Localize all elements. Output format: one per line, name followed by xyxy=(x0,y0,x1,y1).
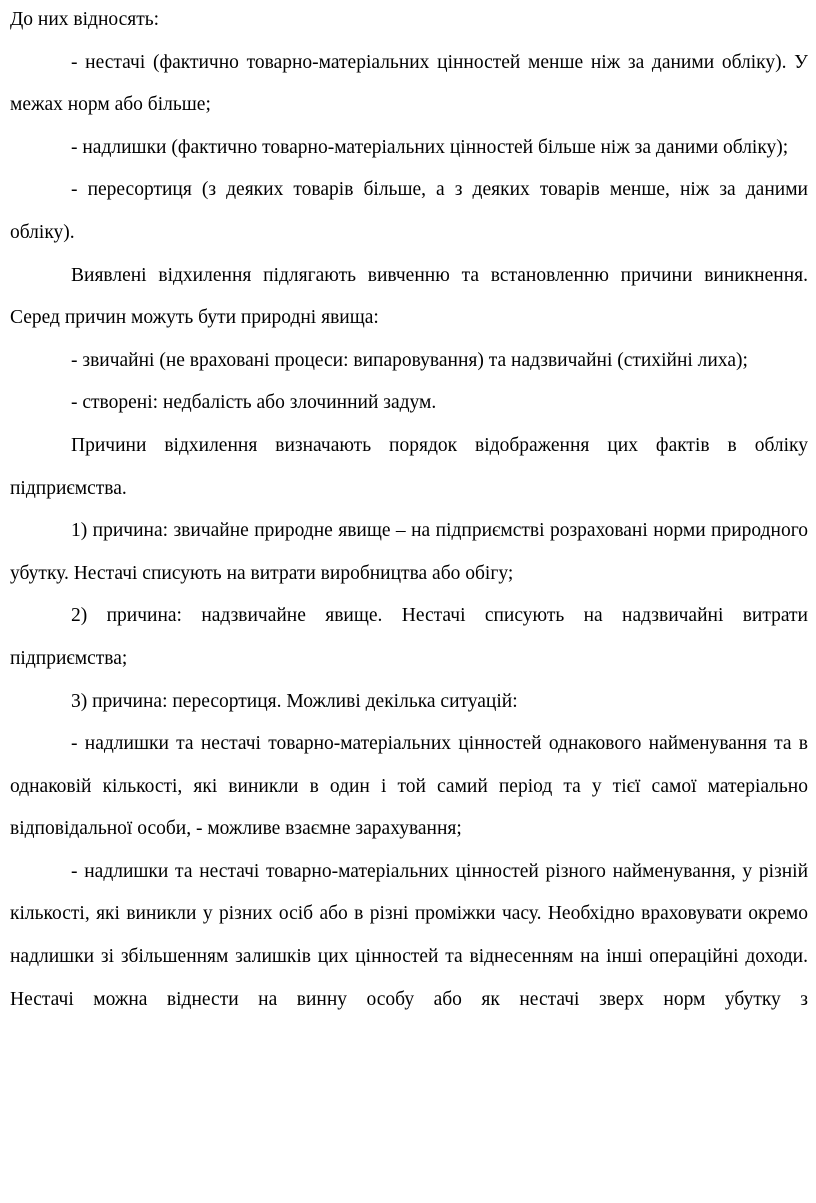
document-page xyxy=(10,0,808,1021)
paragraph-created: - створені: недбалість або злочинний задум. xyxy=(71,392,437,414)
paragraph-surpluses: - надлишки (фактично товарно-матеріальних цінностей більше ніж за даними обліку); xyxy=(71,136,789,158)
paragraph-shortages: - нестачі (фактично товарно-матеріальних цінностей менше ніж за даними обліку). У межах норм або більше; xyxy=(10,51,808,116)
paragraph-reason-2: 2) причина: надзвичайне явище. Нестачі списують на надзвичайні витрати підприємства; xyxy=(10,605,808,669)
paragraph-ordinary-extraordinary: - звичайні (не враховані процеси: випаровування) та надзвичайні (стихійні лиха); xyxy=(71,349,748,371)
paragraph-deviations: Виявлені відхилення підлягають вивченню та встановленню причини виникнення. Серед причин можуть бути природні явища: xyxy=(10,264,808,329)
paragraph-same-name: - надлишки та нестачі товарно-матеріальних цінностей однакового найменування та в однаковій кількості, які виникли в один і той самий період та у тієї самої матеріально відповідальної особи, - можливе взаємне зарахування; xyxy=(10,733,808,840)
paragraph-different-name: - надлишки та нестачі товарно-матеріальних цінностей різного найменування, у різній кількості, які виникли у різних осіб або в різні проміжки часу. Необхідно враховувати окремо надлишки зі збільшенням залишків цих цінностей та віднесенням на інші операційні доходи. Нестачі можна віднести на винну особу або як нестачі зверх норм убутку з xyxy=(10,860,808,1010)
paragraph-reason-3: 3) причина: пересортиця. Можливі декілька ситуацій: xyxy=(71,690,518,712)
paragraph-reason-1: 1) причина: звичайне природне явище – на підприємстві розраховані норми природного убутку. Нестачі списують на витрати виробництва або обігу; xyxy=(10,520,808,584)
paragraph-regrading: - пересортиця (з деяких товарів більше, а з деяких товарів менше, ніж за даними обліку). xyxy=(10,179,808,243)
paragraph-reasons: Причини відхилення визначають порядок відображення цих фактів в обліку підприємства. xyxy=(10,434,808,499)
paragraph-intro: До них відносять: xyxy=(10,9,160,30)
